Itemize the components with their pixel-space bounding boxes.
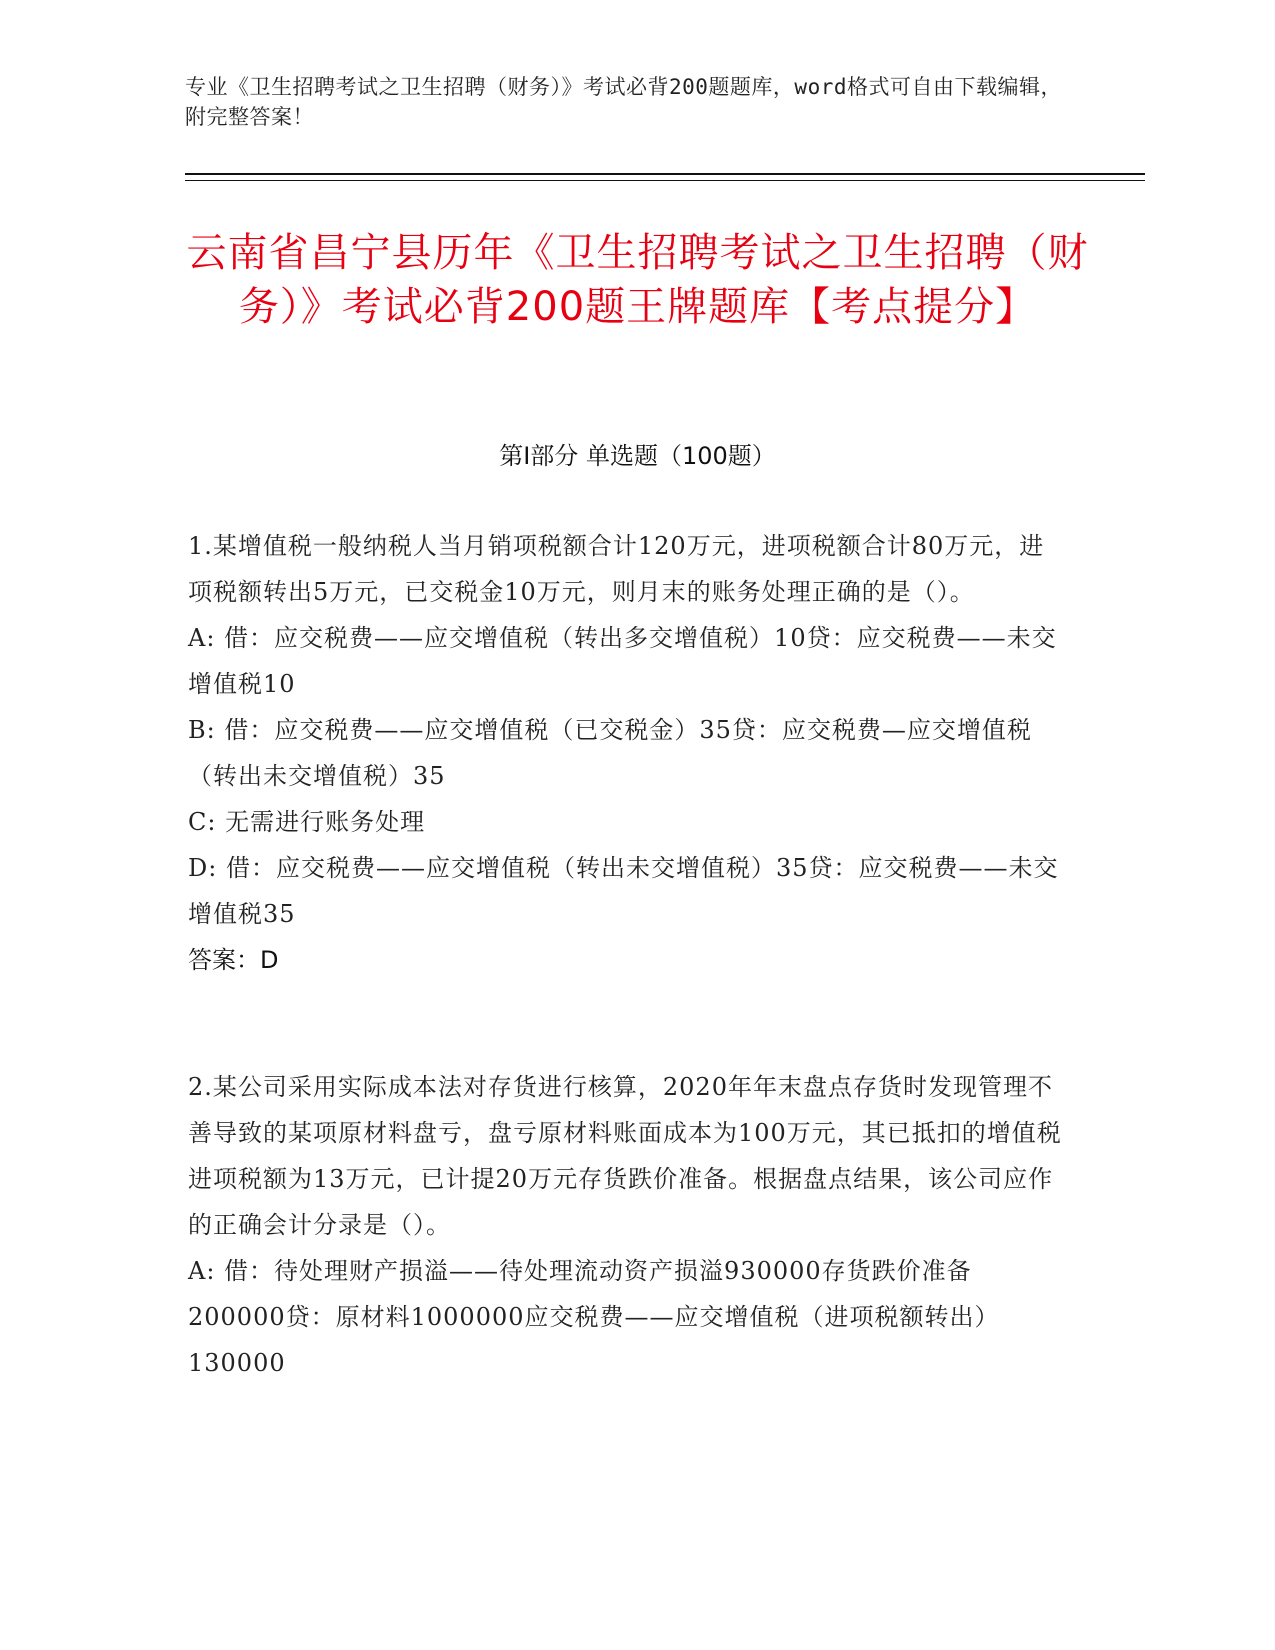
option-b: B: 借：应交税费——应交增值税（已交税金）35贷：应交税费—应交增值税（转出未交增值税）35 [188,716,1032,790]
header-divider-thin [185,180,1145,181]
section-title: 第Ⅰ部分 单选题（100题） [499,442,776,470]
option-a: A: 借：待处理财产损溢——待处理流动资产损溢930000存货跌价准备200000贷：原材料1000000应交税费——应交增值税（进项税额转出）130000 [188,1257,1000,1377]
question-2 [188,1064,1068,1386]
header-note: 专业《卫生招聘考试之卫生招聘（财务）》考试必背200题题库，word格式可自由下载编辑，附完整答案！ [185,75,1062,129]
answer: 答案：D [188,946,279,974]
question-stem: 2.某公司采用实际成本法对存货进行核算，2020年年末盘点存货时发现管理不善导致的某项原材料盘亏，盘亏原材料账面成本为100万元，其已抵扣的增值税进项税额为13万元，已计提20万元存货跌价准备。根据盘点结果，该公司应作的正确会计分录是（）。 [188,1073,1062,1239]
option-d: D: 借：应交税费——应交增值税（转出未交增值税）35贷：应交税费——未交增值税35 [188,854,1059,928]
document-title: 云南省昌宁县历年《卫生招聘考试之卫生招聘（财务）》考试必背200题王牌题库【考点提分】 [186,230,1089,330]
header-divider-thick [185,173,1145,175]
question-1 [188,523,1068,983]
option-a: A: 借：应交税费——应交增值税（转出多交增值税）10贷：应交税费——未交增值税10 [188,624,1057,698]
question-stem: 1.某增值税一般纳税人当月销项税额合计120万元，进项税额合计80万元，进项税额转出5万元，已交税金10万元，则月末的账务处理正确的是（）。 [188,532,1045,606]
option-c: C: 无需进行账务处理 [188,808,426,836]
